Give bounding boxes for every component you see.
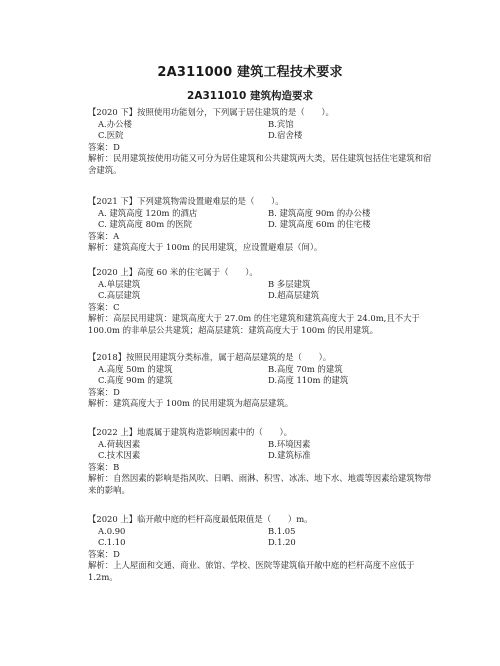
options-grid (88, 119, 433, 142)
question-stem: 【2022 上】地震属于建筑构造影响因素中的（ ）。 (88, 427, 293, 437)
option-c: C.高层建筑 (98, 290, 141, 301)
document-title: 2A311000 建筑工程技术要求 (157, 65, 343, 80)
question-stem: 【2018】按照民用建筑分类标准，属于超高层建筑的是（ ）。 (88, 352, 332, 362)
question-block-2 (88, 196, 433, 254)
explanation: 解析：上人屋面和交通、商业、旅馆、学校、医院等建筑临开敞中庭的栏杆高度不应低于 1.2m。 (88, 560, 415, 582)
option-a: A.高度 50m 的建筑 (98, 363, 173, 374)
explanation: 解析：建筑高度大于 100m 的民用建筑为超高层建筑。 (88, 398, 294, 409)
option-d: D.建筑标准 (268, 450, 311, 461)
option-c: C.医院 (98, 130, 124, 141)
option-a: A.荷载因素 (98, 438, 141, 449)
option-d: D.超高层建筑 (268, 290, 319, 301)
explanation: 解析：高层民用建筑：建筑高度大于 27.0m 的住宅建筑和建筑高度大于 24.0m,且不大于 100.0m 的非单层公共建筑；超高层建筑：建筑高度大于 100m 的民用建筑。 (88, 313, 420, 335)
question-stem: 【2021 下】下列建筑物需设置避难层的是（ ）。 (88, 196, 284, 206)
answer: 答案：D (88, 548, 120, 559)
option-b: B. 建筑高度 90m 的办公楼 (268, 207, 371, 218)
option-b: B 多层建筑 (268, 278, 311, 289)
option-b: B.高度 70m 的建筑 (268, 363, 343, 374)
option-d: D.1.20 (268, 537, 296, 548)
explanation: 解析：建筑高度大于 100m 的民用建筑，应设置避难层（间）。 (88, 242, 323, 253)
options-grid (88, 208, 433, 231)
question-stem: 【2020 下】按照使用功能划分，下列属于居住建筑的是（ ）。 (88, 107, 334, 117)
options-grid (88, 279, 433, 302)
options-grid (88, 364, 433, 387)
question-block-3 (88, 267, 433, 337)
question-block-5 (88, 427, 433, 497)
answer: 答案：D (88, 141, 120, 152)
option-a: A.单层建筑 (98, 278, 141, 289)
option-d: D.宿舍楼 (268, 130, 303, 141)
answer: 答案：C (88, 301, 120, 312)
answer: 答案：A (88, 230, 120, 241)
options-grid (88, 439, 433, 462)
option-c: C. 建筑高度 80m 的医院 (98, 219, 192, 230)
option-c: C.高度 90m 的建筑 (98, 375, 173, 386)
question-block-1 (88, 107, 433, 177)
answer: 答案：D (88, 386, 120, 397)
answer: 答案：B (88, 461, 120, 472)
option-c: C.1.10 (98, 537, 126, 548)
explanation: 解析：自然因素的影响是指风吹、日晒、雨淋、积雪、冰冻、地下水、地震等因素给建筑物带来的影响。 (88, 473, 432, 495)
question-block-4 (88, 352, 433, 410)
question-stem: 【2020 上】临开敞中庭的栏杆高度最低限值是（ ）m。 (88, 514, 313, 524)
option-d: D. 建筑高度 60m 的住宅楼 (268, 219, 371, 230)
option-d: D.高度 110m 的建筑 (268, 375, 349, 386)
question-stem: 【2020 上】高度 60 米的住宅属于（ ）。 (88, 267, 258, 277)
option-a: A.0.90 (98, 525, 126, 536)
option-b: B.1.05 (268, 525, 296, 536)
option-b: B.宾馆 (268, 118, 294, 129)
question-block-6 (88, 514, 433, 584)
option-c: C.技术因素 (98, 450, 141, 461)
explanation: 解析：民用建筑按使用功能又可分为居住建筑和公共建筑两大类，居住建筑包括住宅建筑和宿舍建筑。 (88, 153, 432, 175)
option-a: A.办公楼 (98, 118, 132, 129)
section-subtitle: 2A311010 建筑构造要求 (187, 90, 313, 102)
options-grid (88, 526, 433, 549)
option-b: B.环境因素 (268, 438, 311, 449)
option-a: A. 建筑高度 120m 的酒店 (98, 207, 198, 218)
